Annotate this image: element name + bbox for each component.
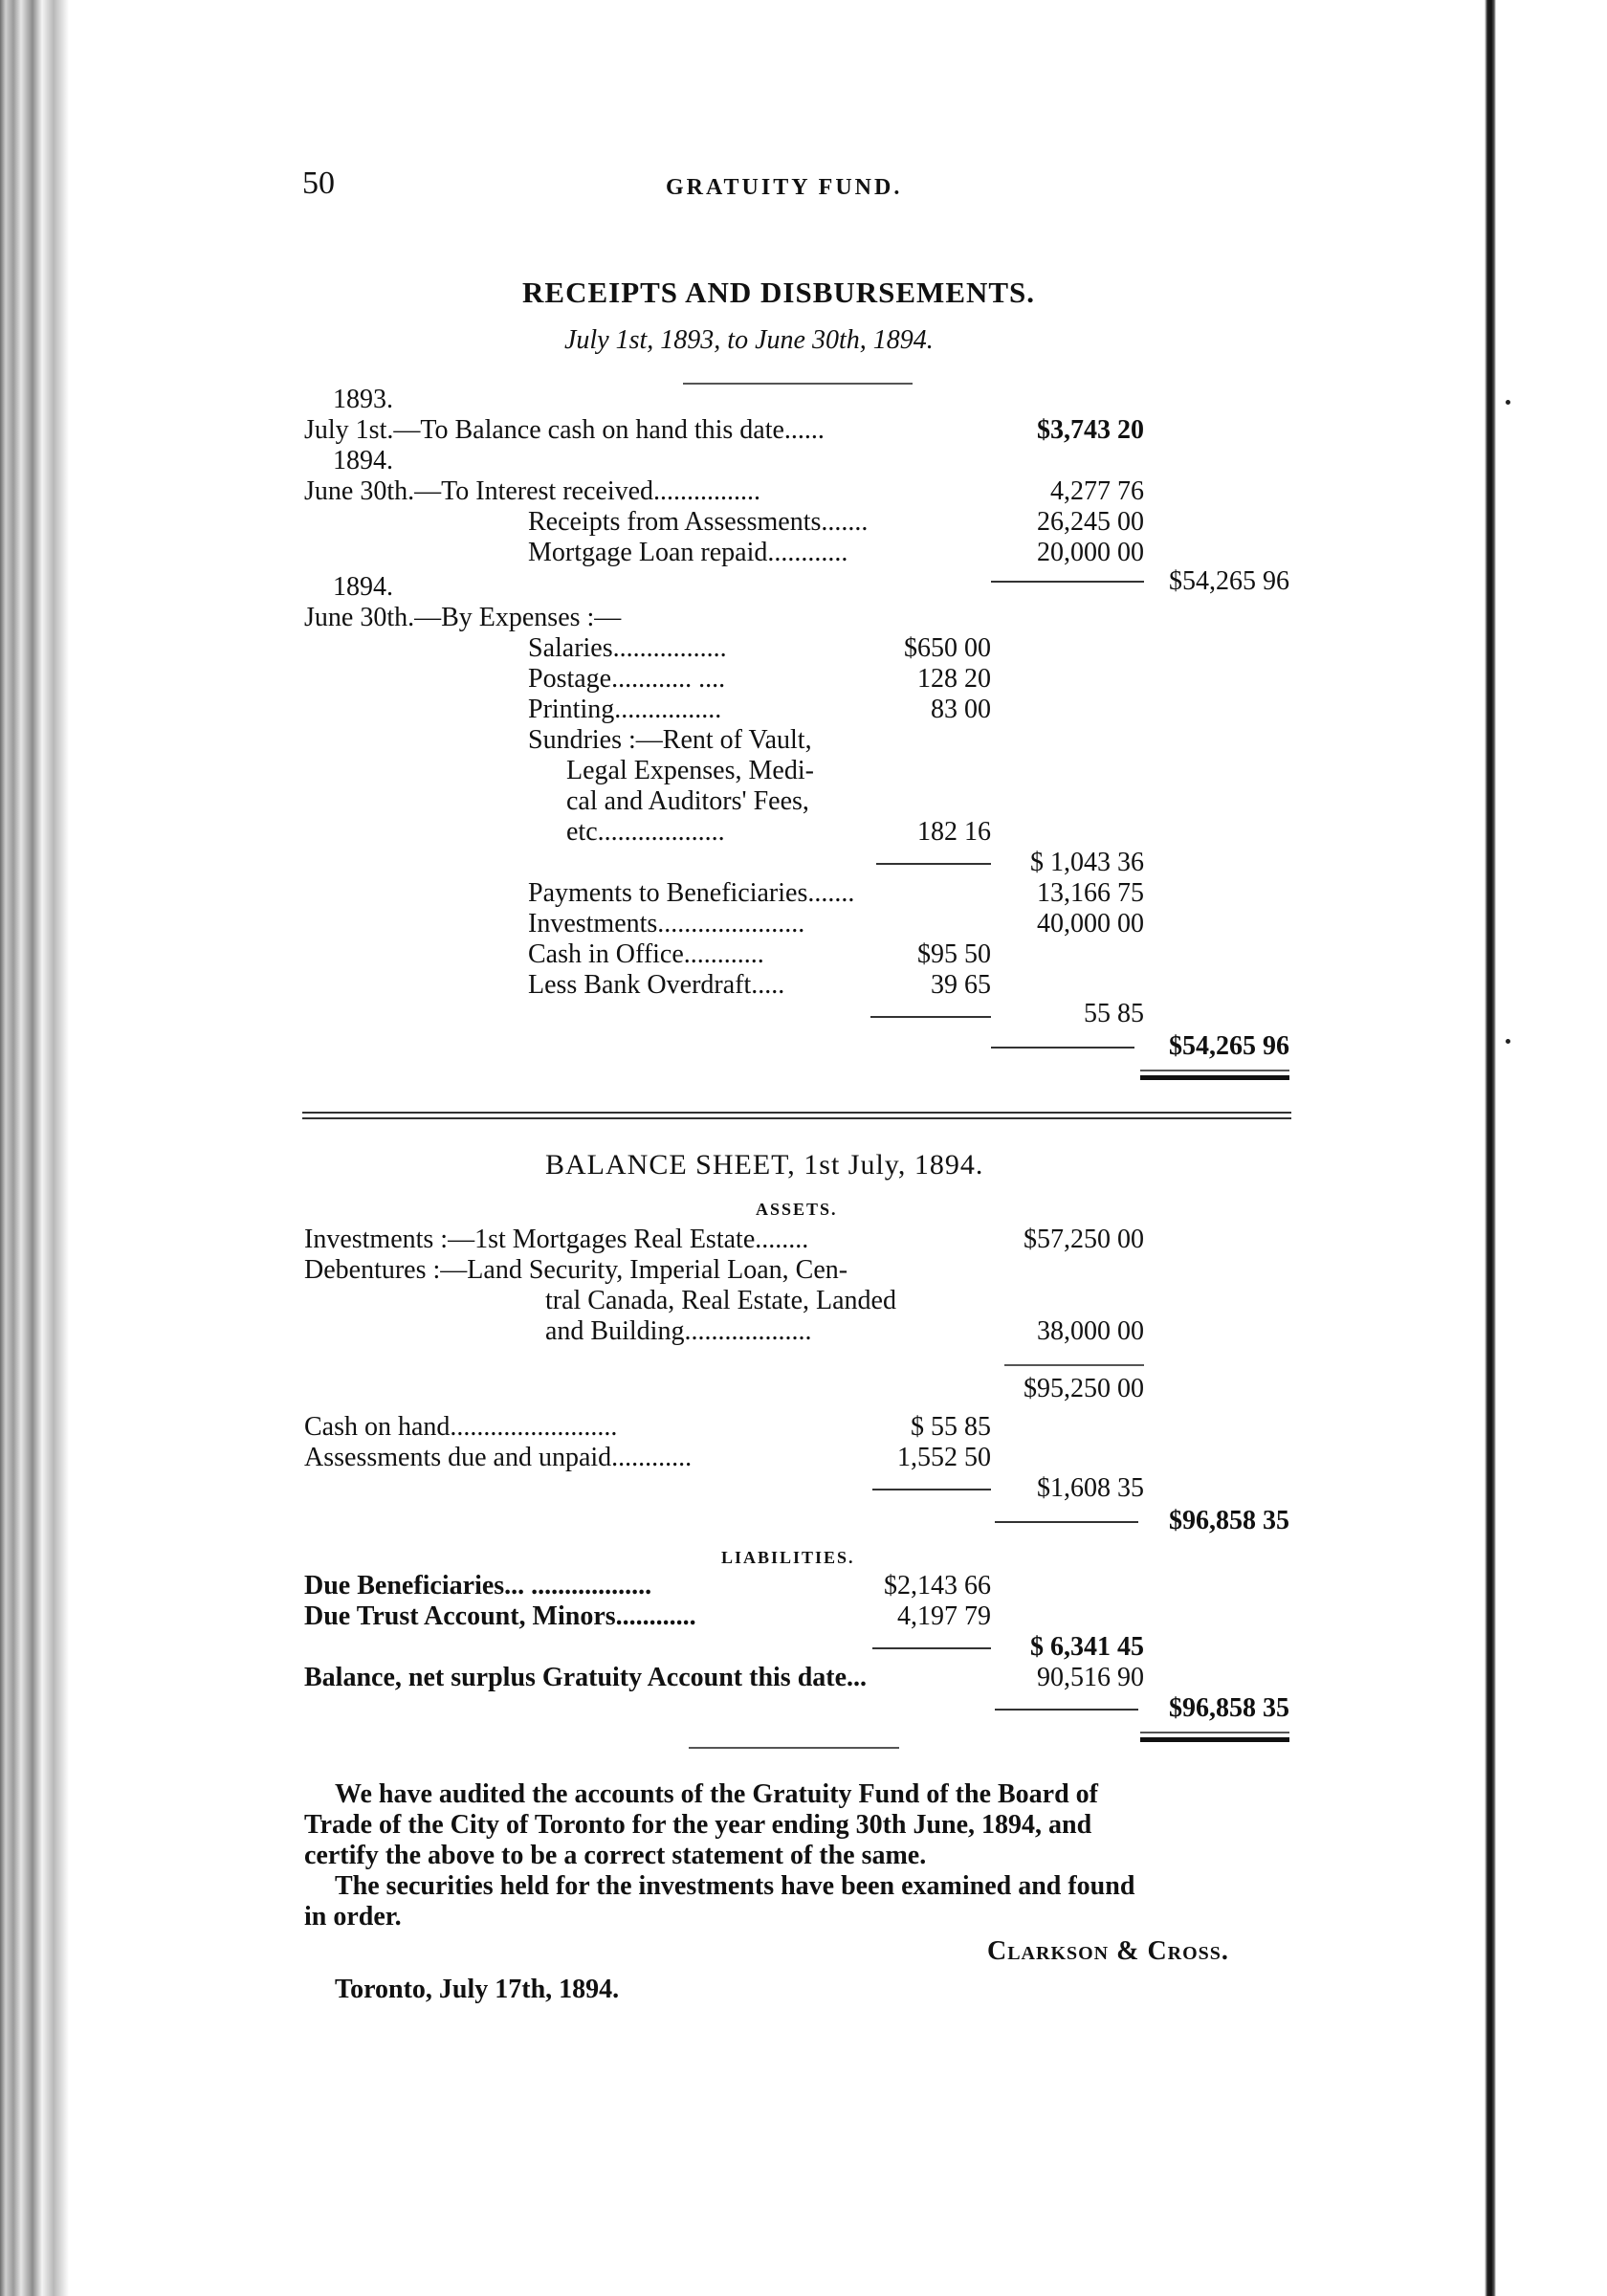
amount-assessments: 26,245 00 (1037, 507, 1144, 537)
amount-interest: 4,277 76 (1050, 476, 1144, 506)
receipts-title: RECEIPTS AND DISBURSEMENTS. (522, 276, 1036, 309)
total-rule (1140, 1737, 1289, 1742)
amount-surplus: 90,516 90 (1037, 1663, 1144, 1692)
liability-line-trust: Due Trust Account, Minors............ (304, 1601, 696, 1631)
assets-total: $96,858 35 (1169, 1506, 1289, 1535)
audit-text: The securities held for the investments have been examined and found (335, 1871, 1135, 1901)
audit-text: in order. (304, 1902, 402, 1932)
disbursement-line-beneficiaries: Payments to Beneficiaries....... (528, 878, 855, 908)
expense-line-sundries: Sundries :—Rent of Vault, (528, 725, 812, 755)
amount-balance: $3,743 20 (1037, 415, 1144, 445)
receipt-line-interest: June 30th.—To Interest received................ (304, 476, 761, 506)
sum-rule (872, 1647, 991, 1649)
amount-beneficiaries: 13,166 75 (1037, 878, 1144, 908)
expense-line-sundries: Legal Expenses, Medi- (566, 756, 814, 785)
expense-line-salaries: Salaries................. (528, 633, 727, 663)
amount-overdraft: 39 65 (931, 970, 991, 1000)
amount-mortgages: $57,250 00 (1024, 1225, 1144, 1254)
amount-cash-office: $95 50 (917, 939, 991, 969)
sum-rule (1004, 1364, 1144, 1366)
amount-printing: 83 00 (931, 695, 991, 724)
sum-rule (991, 581, 1144, 583)
amount-salaries: $650 00 (904, 633, 991, 663)
disbursement-line-expenses: June 30th.—By Expenses :— (304, 603, 622, 632)
audit-text: We have audited the accounts of the Gratuity Fund of the Board of (335, 1779, 1098, 1809)
disbursement-line-cash-office: Cash in Office............ (528, 939, 764, 969)
total-rule (1140, 1070, 1289, 1071)
year-label: 1893. (333, 385, 393, 414)
amount-assessments-due: 1,552 50 (897, 1443, 991, 1472)
liability-line-beneficiaries: Due Beneficiaries... .................. (304, 1571, 652, 1601)
year-label: 1894. (333, 446, 393, 475)
amount-due-beneficiaries: $2,143 66 (884, 1571, 991, 1601)
sum-rule (876, 863, 991, 865)
asset-line-debentures: Debentures :—Land Security, Imperial Loan, Cen- (304, 1255, 848, 1285)
receipt-line-balance: July 1st.—To Balance cash on hand this date...... (304, 415, 825, 445)
assets-heading: ASSETS. (756, 1200, 838, 1219)
amount-cash: $ 55 85 (911, 1412, 991, 1442)
receipts-total: $54,265 96 (1169, 566, 1289, 596)
expense-line-sundries: etc................... (566, 817, 725, 847)
amount-net-cash: 55 85 (1084, 999, 1144, 1028)
amount-investments: 40,000 00 (1037, 909, 1144, 938)
disbursements-total: $54,265 96 (1169, 1031, 1289, 1061)
receipt-line-mortgage: Mortgage Loan repaid............ (528, 538, 848, 567)
scan-speck (1506, 1039, 1510, 1044)
current-subtotal: $1,608 35 (1037, 1473, 1144, 1503)
page-number: 50 (302, 166, 335, 201)
separator-rule (683, 383, 913, 385)
liabilities-heading: LIABILITIES. (721, 1548, 855, 1567)
page-edge-right (1485, 0, 1496, 2296)
amount-postage: 128 20 (917, 664, 991, 694)
auditor-signature: Clarkson & Cross. (987, 1936, 1229, 1966)
liabilities-total: $96,858 35 (1169, 1693, 1289, 1723)
amount-due-trust: 4,197 79 (897, 1601, 991, 1631)
sum-rule (872, 1489, 991, 1490)
section-divider (302, 1112, 1291, 1119)
expense-line-printing: Printing................ (528, 695, 722, 724)
amount-mortgage: 20,000 00 (1037, 538, 1144, 567)
disbursement-line-overdraft: Less Bank Overdraft..... (528, 970, 785, 1000)
receipt-line-assessments: Receipts from Assessments....... (528, 507, 869, 537)
audit-text: Trade of the City of Toronto for the year ending 30th June, 1894, and (304, 1810, 1092, 1840)
disbursement-line-investments: Investments...................... (528, 909, 805, 938)
liabilities-subtotal: $ 6,341 45 (1030, 1632, 1144, 1662)
place-date: Toronto, July 17th, 1894. (335, 1975, 620, 2004)
year-label: 1894. (333, 572, 393, 602)
liability-line-surplus: Balance, net surplus Gratuity Account this date... (304, 1663, 868, 1692)
asset-line-mortgages: Investments :—1st Mortgages Real Estate........ (304, 1225, 809, 1254)
asset-line-assessments-due: Assessments due and unpaid............ (304, 1443, 693, 1472)
asset-line-debentures: tral Canada, Real Estate, Landed (545, 1286, 896, 1315)
amount-sundries: 182 16 (917, 817, 991, 847)
asset-line-debentures: and Building................... (545, 1316, 812, 1346)
balance-sheet-title: BALANCE SHEET, 1st July, 1894. (545, 1149, 984, 1181)
sum-rule (870, 1016, 991, 1018)
investments-subtotal: $95,250 00 (1024, 1374, 1144, 1403)
running-head: GRATUITY FUND. (666, 175, 903, 200)
asset-line-cash: Cash on hand......................... (304, 1412, 618, 1442)
expenses-total: $ 1,043 36 (1030, 848, 1144, 877)
separator-rule (689, 1747, 899, 1749)
sum-rule (995, 1521, 1138, 1523)
book-gutter-left (0, 0, 77, 2296)
total-rule (1140, 1075, 1289, 1080)
total-rule (1140, 1732, 1289, 1733)
sum-rule (995, 1709, 1138, 1711)
receipts-subtitle: July 1st, 1893, to June 30th, 1894. (564, 325, 934, 355)
amount-debentures: 38,000 00 (1037, 1316, 1144, 1346)
expense-line-sundries: cal and Auditors' Fees, (566, 786, 809, 816)
expense-line-postage: Postage............ .... (528, 664, 726, 694)
audit-text: certify the above to be a correct statement of the same. (304, 1841, 927, 1870)
scan-speck (1506, 400, 1510, 405)
sum-rule (991, 1047, 1134, 1049)
